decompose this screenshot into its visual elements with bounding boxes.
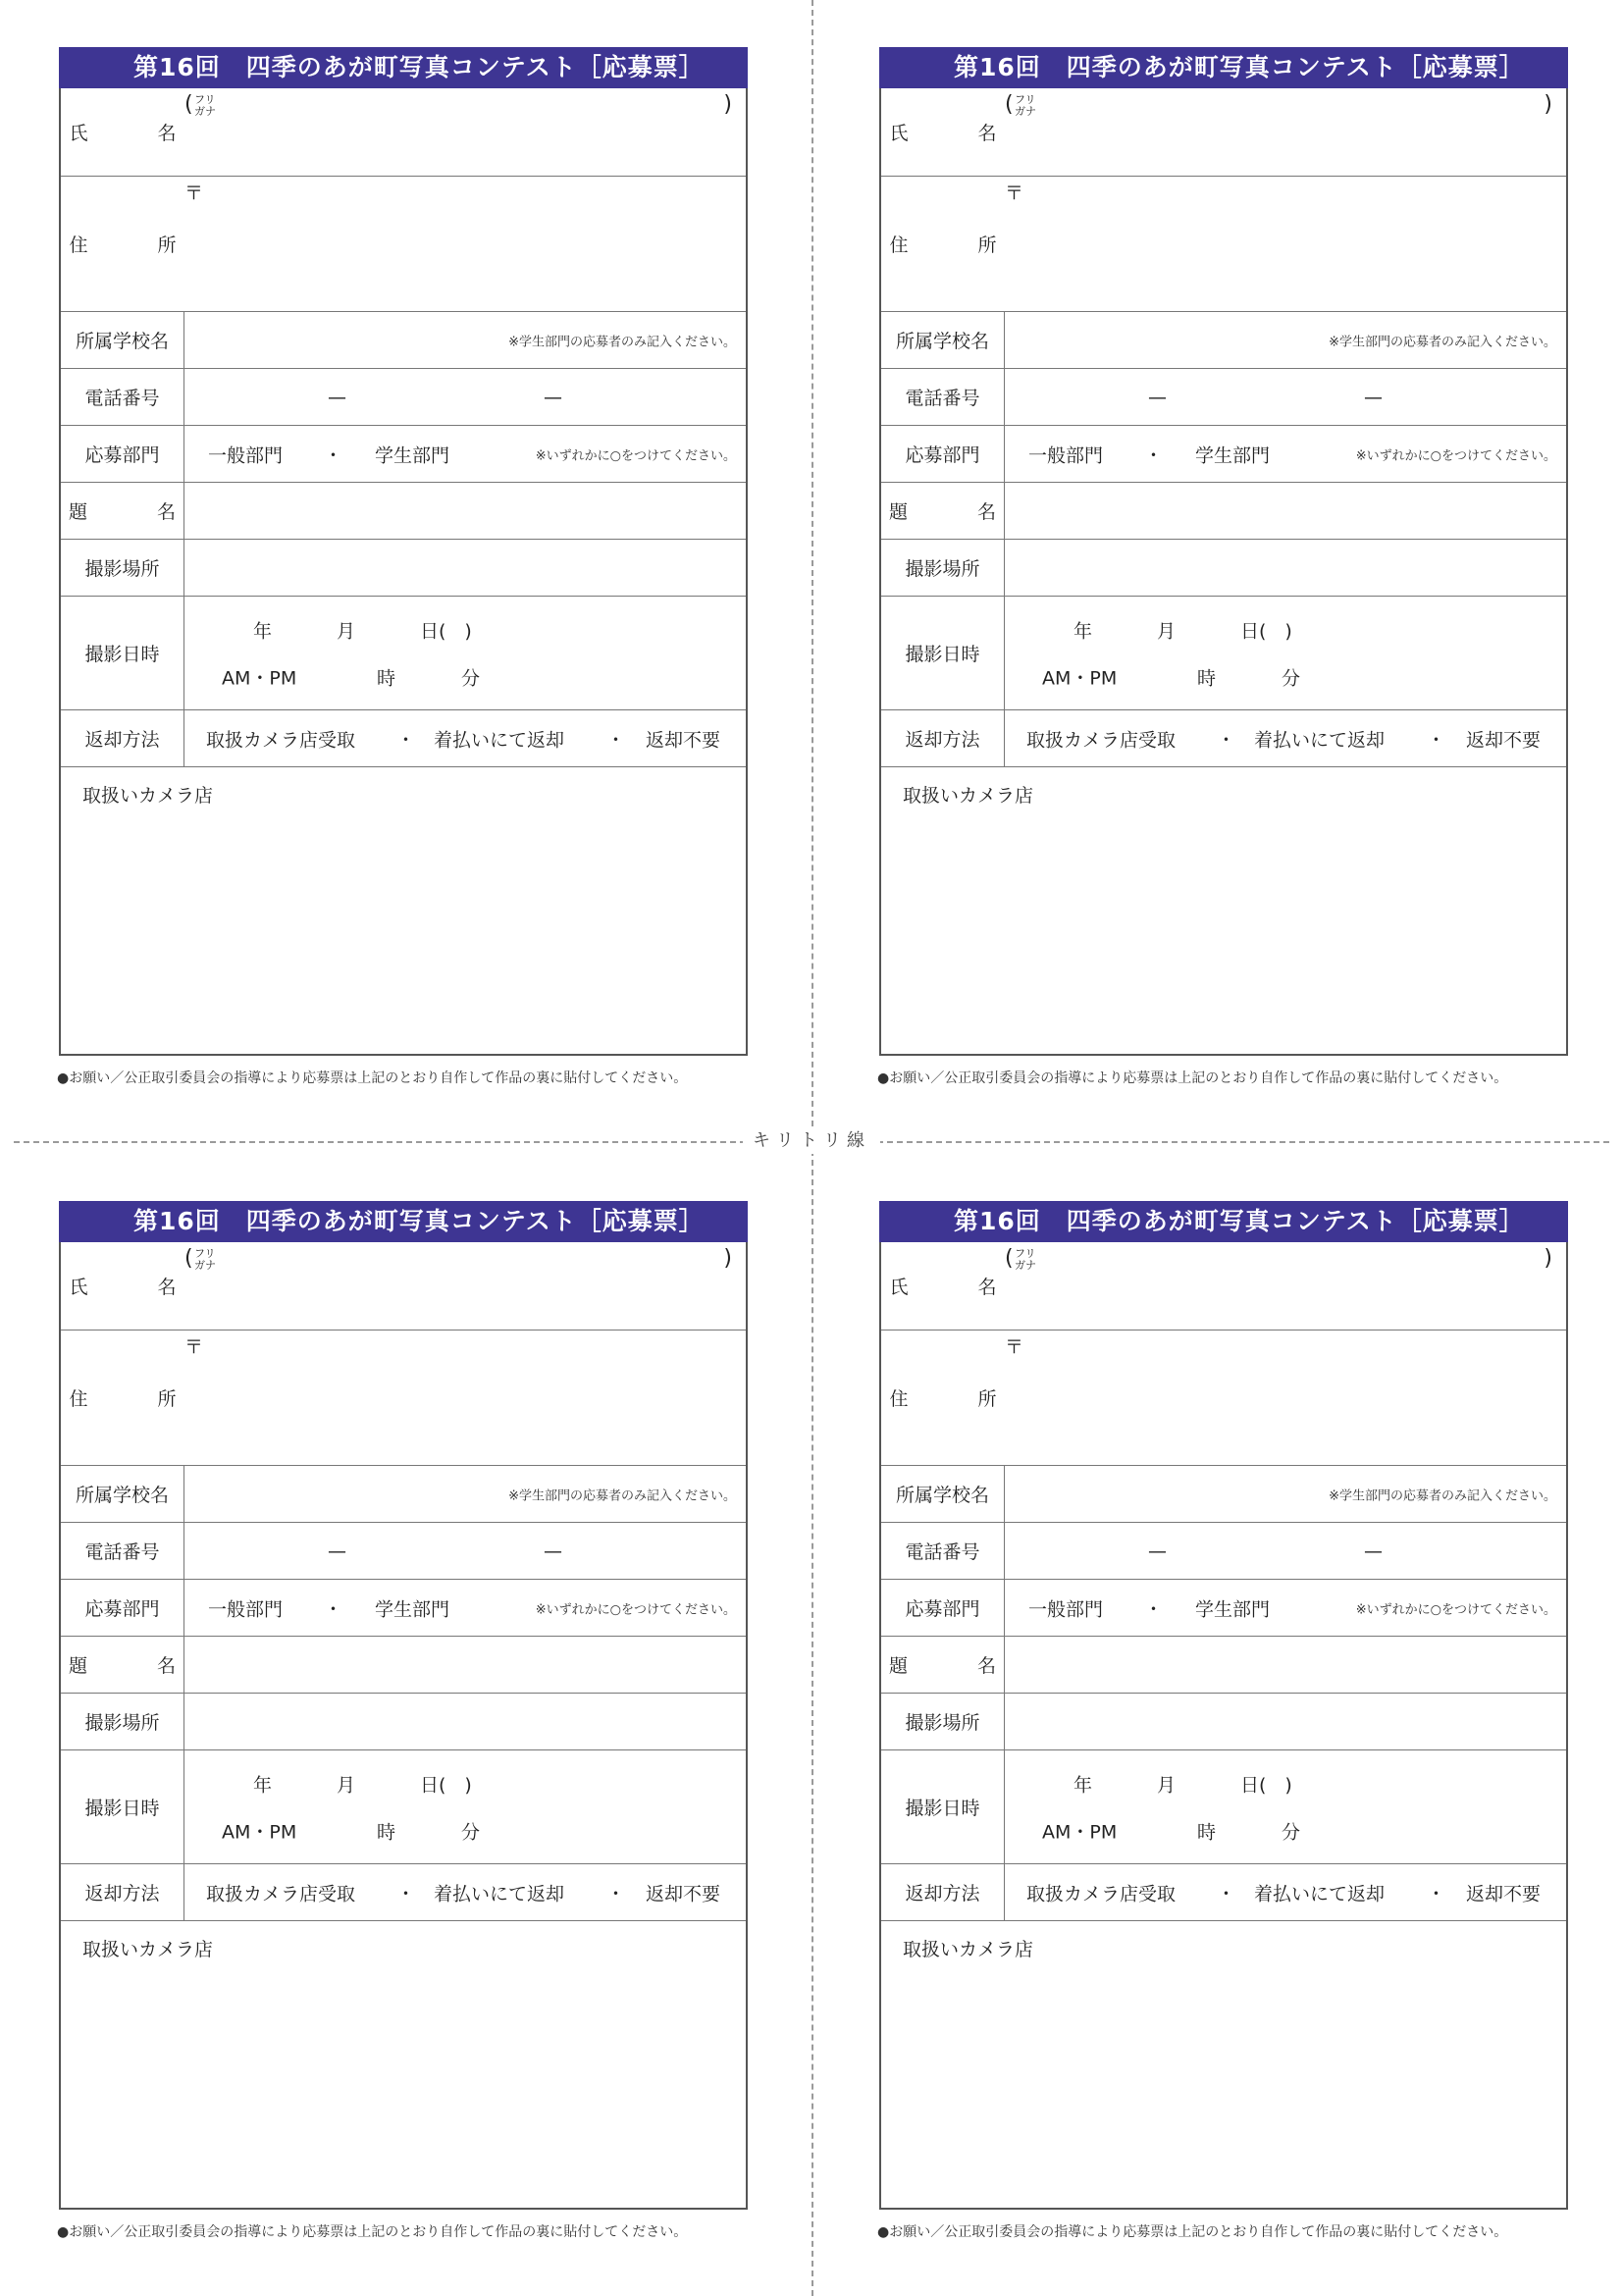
- division-dot: ・: [324, 1598, 343, 1620]
- school-field[interactable]: [184, 1466, 746, 1522]
- return-row: [61, 1864, 746, 1921]
- title-label: 題 名: [881, 1637, 1005, 1693]
- month-label: 月: [337, 1774, 356, 1797]
- return-dot-1: ・: [396, 1883, 416, 1905]
- school-label: 所属学校名: [881, 1466, 1005, 1522]
- return-collect-option[interactable]: 着払いにて返却: [434, 729, 565, 751]
- division-note: ※いずれかに○をつけてください。: [535, 1602, 736, 1617]
- return-label: 返却方法: [61, 1864, 184, 1920]
- day-label: 日( ): [420, 620, 472, 643]
- location-field[interactable]: [184, 540, 746, 596]
- return-dot-2: ・: [1427, 1883, 1446, 1905]
- datetime-field[interactable]: [1005, 597, 1566, 709]
- return-collect-option[interactable]: 着払いにて返却: [1254, 729, 1386, 751]
- division-label: 応募部門: [61, 426, 184, 482]
- phone-row: [61, 369, 746, 426]
- furigana-open-paren: (: [184, 1246, 193, 1271]
- division-general[interactable]: 一般部門: [208, 444, 284, 466]
- return-row: [881, 710, 1566, 767]
- school-row: [881, 1466, 1566, 1523]
- furigana-label: フリガナ: [1015, 1247, 1036, 1272]
- school-row: [881, 312, 1566, 369]
- return-none-option[interactable]: 返却不要: [1466, 1883, 1542, 1905]
- form-table: [59, 88, 748, 1056]
- day-label: 日( ): [1240, 620, 1292, 643]
- school-label: 所属学校名: [61, 312, 184, 368]
- hour-label: 時: [377, 667, 396, 690]
- address-row: [881, 177, 1566, 312]
- name-label: 氏 名: [69, 1277, 202, 1298]
- postal-mark: 〒: [1005, 183, 1024, 204]
- name-row: [881, 1242, 1566, 1331]
- return-none-option[interactable]: 返却不要: [1466, 729, 1542, 751]
- division-note: ※いずれかに○をつけてください。: [1355, 1602, 1556, 1617]
- phone-label: 電話番号: [61, 1523, 184, 1579]
- return-dot-1: ・: [396, 729, 416, 751]
- entry-form-1: [59, 47, 748, 1056]
- phone-field[interactable]: [1005, 369, 1566, 425]
- form-title: 第16回 四季のあが町写真コンテスト［応募票］: [879, 47, 1568, 88]
- form-table: [879, 88, 1568, 1056]
- location-label: 撮影場所: [61, 540, 184, 596]
- title-field[interactable]: [184, 1637, 746, 1693]
- division-note: ※いずれかに○をつけてください。: [535, 448, 736, 463]
- name-field[interactable]: [1005, 88, 1566, 176]
- title-field[interactable]: [1005, 483, 1566, 539]
- camera-store-label: 取扱いカメラ店: [903, 1939, 1034, 1960]
- datetime-row: [61, 1750, 746, 1864]
- day-label: 日( ): [420, 1774, 472, 1797]
- title-label: 題 名: [881, 483, 1005, 539]
- address-field[interactable]: [1005, 1331, 1566, 1465]
- title-label: 題 名: [61, 1637, 184, 1693]
- day-label: 日( ): [1240, 1774, 1292, 1797]
- return-dot-1: ・: [1217, 729, 1236, 751]
- location-row: [61, 540, 746, 597]
- location-row: [61, 1694, 746, 1750]
- name-field[interactable]: [1005, 1242, 1566, 1330]
- location-field[interactable]: [1005, 1694, 1566, 1749]
- name-row: [61, 1242, 746, 1331]
- hour-label: 時: [1197, 667, 1217, 690]
- furigana-open-paren: (: [1005, 1246, 1014, 1271]
- postal-mark: 〒: [184, 1336, 204, 1358]
- phone-label: 電話番号: [61, 369, 184, 425]
- address-field[interactable]: [184, 1331, 746, 1465]
- phone-separator-2: —: [544, 386, 562, 408]
- division-dot: ・: [1144, 1598, 1164, 1620]
- ampm-label[interactable]: AM・PM: [1042, 1821, 1118, 1844]
- division-row: [881, 426, 1566, 483]
- return-dot-2: ・: [606, 729, 626, 751]
- return-label: 返却方法: [881, 710, 1005, 766]
- entry-form-3: [59, 1201, 748, 2210]
- school-label: 所属学校名: [61, 1466, 184, 1522]
- camera-store-label: 取扱いカメラ店: [82, 785, 214, 807]
- month-label: 月: [1157, 620, 1177, 643]
- school-field[interactable]: [1005, 1466, 1566, 1522]
- school-field[interactable]: [184, 312, 746, 368]
- hour-label: 時: [1197, 1821, 1217, 1844]
- year-label: 年: [253, 1774, 273, 1797]
- minute-label: 分: [461, 667, 481, 690]
- phone-row: [881, 1523, 1566, 1580]
- return-collect-option[interactable]: 着払いにて返却: [1254, 1883, 1386, 1905]
- name-label: 氏 名: [69, 123, 202, 144]
- address-label: 住 所: [69, 1388, 202, 1410]
- phone-label: 電話番号: [881, 369, 1005, 425]
- datetime-row: [61, 597, 746, 710]
- division-general[interactable]: 一般部門: [1028, 444, 1104, 466]
- school-note: ※学生部門の応募者のみ記入ください。: [508, 335, 736, 349]
- furigana-open-paren: (: [1005, 92, 1014, 117]
- footer-note-1: ●お願い／公正取引委員会の指導により応募票は上記のとおり自作して作品の裏に貼付してください。: [57, 1070, 688, 1086]
- form-table: [879, 1242, 1568, 2210]
- division-general[interactable]: 一般部門: [1028, 1598, 1104, 1620]
- division-label: 応募部門: [61, 1580, 184, 1636]
- title-field[interactable]: [184, 483, 746, 539]
- division-student[interactable]: 学生部門: [375, 444, 450, 466]
- furigana-open-paren: (: [184, 92, 193, 117]
- name-row: [61, 88, 746, 177]
- entry-form-4: [879, 1201, 1568, 2210]
- furigana-close-paren: ): [723, 1246, 732, 1271]
- phone-field[interactable]: [1005, 1523, 1566, 1579]
- title-row: [881, 483, 1566, 540]
- camera-store-row[interactable]: [61, 1921, 746, 2208]
- location-row: [881, 1694, 1566, 1750]
- postal-mark: 〒: [184, 183, 204, 204]
- camera-store-row[interactable]: [881, 767, 1566, 1054]
- footer-note-2: ●お願い／公正取引委員会の指導により応募票は上記のとおり自作して作品の裏に貼付してください。: [877, 1070, 1508, 1086]
- location-label: 撮影場所: [881, 1694, 1005, 1749]
- return-field[interactable]: [1005, 1864, 1566, 1920]
- school-row: [61, 312, 746, 369]
- phone-row: [881, 369, 1566, 426]
- school-note: ※学生部門の応募者のみ記入ください。: [1329, 335, 1556, 349]
- footer-note-3: ●お願い／公正取引委員会の指導により応募票は上記のとおり自作して作品の裏に貼付してください。: [57, 2224, 688, 2240]
- division-field[interactable]: [184, 1580, 746, 1636]
- year-label: 年: [1073, 620, 1093, 643]
- phone-row: [61, 1523, 746, 1580]
- furigana-label: フリガナ: [194, 1247, 216, 1272]
- year-label: 年: [1073, 1774, 1093, 1797]
- return-none-option[interactable]: 返却不要: [646, 729, 721, 751]
- address-row: [881, 1331, 1566, 1466]
- return-store-option[interactable]: 取扱カメラ店受取: [206, 1883, 356, 1905]
- furigana-label: フリガナ: [194, 93, 216, 118]
- school-note: ※学生部門の応募者のみ記入ください。: [1329, 1488, 1556, 1503]
- name-label: 氏 名: [889, 1277, 1022, 1298]
- minute-label: 分: [1282, 1821, 1301, 1844]
- return-store-option[interactable]: 取扱カメラ店受取: [1026, 729, 1177, 751]
- return-row: [61, 710, 746, 767]
- return-store-option[interactable]: 取扱カメラ店受取: [206, 729, 356, 751]
- form-table: [59, 1242, 748, 2210]
- furigana-close-paren: ): [1544, 92, 1552, 117]
- phone-separator-2: —: [1364, 386, 1383, 408]
- furigana-label: フリガナ: [1015, 93, 1036, 118]
- division-dot: ・: [324, 444, 343, 466]
- return-field[interactable]: [1005, 710, 1566, 766]
- location-label: 撮影場所: [881, 540, 1005, 596]
- school-note: ※学生部門の応募者のみ記入ください。: [508, 1488, 736, 1503]
- division-row: [61, 1580, 746, 1637]
- name-row: [881, 88, 1566, 177]
- datetime-field[interactable]: [1005, 1750, 1566, 1863]
- phone-separator-1: —: [328, 386, 346, 408]
- minute-label: 分: [1282, 667, 1301, 690]
- camera-store-label: 取扱いカメラ店: [82, 1939, 214, 1960]
- division-note: ※いずれかに○をつけてください。: [1355, 448, 1556, 463]
- postal-mark: 〒: [1005, 1336, 1024, 1358]
- return-dot-1: ・: [1217, 1883, 1236, 1905]
- location-field[interactable]: [184, 1694, 746, 1749]
- division-row: [881, 1580, 1566, 1637]
- return-row: [881, 1864, 1566, 1921]
- datetime-label: 撮影日時: [61, 597, 184, 709]
- address-field[interactable]: [1005, 177, 1566, 311]
- address-row: [61, 177, 746, 312]
- footer-note-4: ●お願い／公正取引委員会の指導により応募票は上記のとおり自作して作品の裏に貼付してください。: [877, 2224, 1508, 2240]
- datetime-label: 撮影日時: [881, 597, 1005, 709]
- return-none-option[interactable]: 返却不要: [646, 1883, 721, 1905]
- division-label: 応募部門: [881, 426, 1005, 482]
- ampm-label[interactable]: AM・PM: [222, 667, 297, 690]
- phone-field[interactable]: [184, 369, 746, 425]
- cut-line-label: キリトリ線: [743, 1128, 880, 1154]
- return-store-option[interactable]: 取扱カメラ店受取: [1026, 1883, 1177, 1905]
- return-collect-option[interactable]: 着払いにて返却: [434, 1883, 565, 1905]
- address-label: 住 所: [69, 235, 202, 256]
- phone-separator-2: —: [544, 1539, 562, 1562]
- address-row: [61, 1331, 746, 1466]
- month-label: 月: [337, 620, 356, 643]
- division-student[interactable]: 学生部門: [1195, 444, 1271, 466]
- division-row: [61, 426, 746, 483]
- phone-field[interactable]: [184, 1523, 746, 1579]
- title-field[interactable]: [1005, 1637, 1566, 1693]
- division-field[interactable]: [184, 426, 746, 482]
- school-label: 所属学校名: [881, 312, 1005, 368]
- division-field[interactable]: [1005, 426, 1566, 482]
- form-title: 第16回 四季のあが町写真コンテスト［応募票］: [59, 1201, 748, 1242]
- form-title: 第16回 四季のあが町写真コンテスト［応募票］: [879, 1201, 1568, 1242]
- division-dot: ・: [1144, 444, 1164, 466]
- division-student[interactable]: 学生部門: [1195, 1598, 1271, 1620]
- datetime-row: [881, 597, 1566, 710]
- datetime-row: [881, 1750, 1566, 1864]
- furigana-close-paren: ): [1544, 1246, 1552, 1271]
- title-row: [881, 1637, 1566, 1694]
- return-field[interactable]: [184, 710, 746, 766]
- return-field[interactable]: [184, 1864, 746, 1920]
- division-field[interactable]: [1005, 1580, 1566, 1636]
- hour-label: 時: [377, 1821, 396, 1844]
- school-field[interactable]: [1005, 312, 1566, 368]
- return-dot-2: ・: [1427, 729, 1446, 751]
- camera-store-row[interactable]: [61, 767, 746, 1054]
- phone-separator-1: —: [1148, 386, 1167, 408]
- title-row: [61, 483, 746, 540]
- address-field[interactable]: [184, 177, 746, 311]
- form-title: 第16回 四季のあが町写真コンテスト［応募票］: [59, 47, 748, 88]
- year-label: 年: [253, 620, 273, 643]
- entry-form-2: [879, 47, 1568, 1056]
- division-general[interactable]: 一般部門: [208, 1598, 284, 1620]
- datetime-field[interactable]: [184, 1750, 746, 1863]
- location-label: 撮影場所: [61, 1694, 184, 1749]
- return-label: 返却方法: [881, 1864, 1005, 1920]
- name-field[interactable]: [184, 1242, 746, 1330]
- camera-store-label: 取扱いカメラ店: [903, 785, 1034, 807]
- address-label: 住 所: [889, 1388, 1022, 1410]
- phone-separator-1: —: [1148, 1539, 1167, 1562]
- datetime-label: 撮影日時: [61, 1750, 184, 1863]
- name-label: 氏 名: [889, 123, 1022, 144]
- school-row: [61, 1466, 746, 1523]
- datetime-field[interactable]: [184, 597, 746, 709]
- month-label: 月: [1157, 1774, 1177, 1797]
- name-field[interactable]: [184, 88, 746, 176]
- title-label: 題 名: [61, 483, 184, 539]
- phone-label: 電話番号: [881, 1523, 1005, 1579]
- minute-label: 分: [461, 1821, 481, 1844]
- return-dot-2: ・: [606, 1883, 626, 1905]
- phone-separator-1: —: [328, 1539, 346, 1562]
- furigana-close-paren: ): [723, 92, 732, 117]
- ampm-label[interactable]: AM・PM: [222, 1821, 297, 1844]
- location-field[interactable]: [1005, 540, 1566, 596]
- division-student[interactable]: 学生部門: [375, 1598, 450, 1620]
- title-row: [61, 1637, 746, 1694]
- datetime-label: 撮影日時: [881, 1750, 1005, 1863]
- phone-separator-2: —: [1364, 1539, 1383, 1562]
- division-label: 応募部門: [881, 1580, 1005, 1636]
- location-row: [881, 540, 1566, 597]
- ampm-label[interactable]: AM・PM: [1042, 667, 1118, 690]
- return-label: 返却方法: [61, 710, 184, 766]
- camera-store-row[interactable]: [881, 1921, 1566, 2208]
- address-label: 住 所: [889, 235, 1022, 256]
